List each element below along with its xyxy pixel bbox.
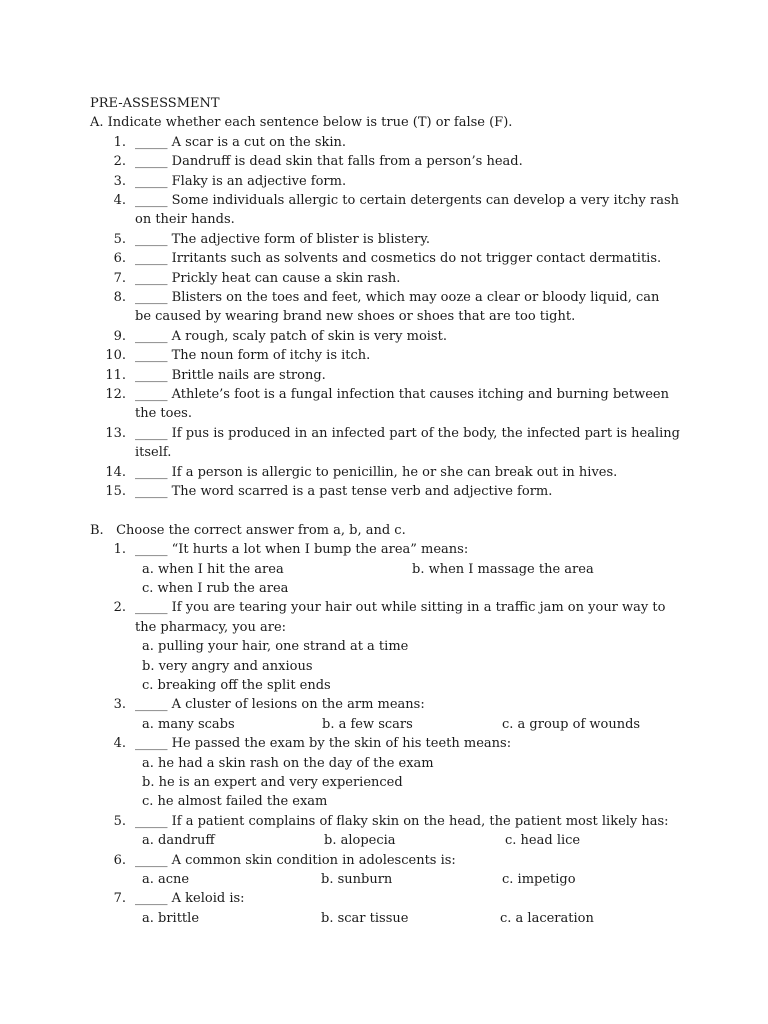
section-b-instruction-text: Choose the correct answer from a, b, and c.	[116, 522, 406, 538]
item-number: 11.	[105, 367, 126, 383]
option-b: b. scar tissue	[321, 910, 409, 926]
item-text: Dandruff is dead skin that falls from a person’s head.	[171, 154, 523, 170]
item-number: 6.	[113, 251, 126, 267]
answer-blank[interactable]: _____	[135, 270, 168, 286]
item-number: 10.	[105, 348, 126, 364]
question-text: “It hurts a lot when I bump the area” means:	[171, 542, 469, 558]
item-number: 13.	[105, 425, 126, 441]
section-a-list	[90, 133, 690, 502]
answer-blank[interactable]: _____	[135, 193, 168, 209]
answer-options	[90, 831, 690, 850]
section-b-letter: B.	[90, 522, 104, 538]
option-a: a. acne	[142, 872, 190, 888]
question-number: 7.	[113, 891, 126, 907]
option-a: a. brittle	[142, 910, 200, 926]
item-text: The noun form of itchy is itch.	[171, 348, 371, 364]
item-text: Prickly heat can cause a skin rash.	[171, 270, 401, 286]
answer-blank[interactable]: _____	[135, 464, 168, 480]
item-text-continued: itself.	[135, 445, 172, 461]
list-item	[90, 346, 690, 365]
question-text-continued: the pharmacy, you are:	[135, 619, 287, 635]
question-item	[90, 812, 690, 831]
item-number: 12.	[105, 387, 126, 403]
list-item	[90, 191, 690, 230]
item-text: The adjective form of blister is blistery.	[171, 231, 430, 247]
item-number: 8.	[113, 290, 126, 306]
question-item	[90, 889, 690, 908]
answer-options	[90, 560, 690, 579]
list-item	[90, 133, 690, 152]
option-c: c. head lice	[505, 833, 581, 849]
list-item	[90, 482, 690, 501]
answer-options	[90, 909, 690, 928]
item-text: If a person is allergic to penicillin, he or she can break out in hives.	[171, 464, 618, 480]
page-title: PRE-ASSESSMENT	[90, 96, 220, 111]
item-text: Some individuals allergic to certain detergents can develop a very itchy rash	[171, 193, 680, 209]
answer-options	[90, 637, 690, 695]
list-item	[90, 327, 690, 346]
item-number: 9.	[113, 328, 126, 344]
option-c: c. a group of wounds	[502, 716, 641, 732]
item-number: 2.	[113, 154, 126, 170]
option-b: b. he is an expert and very experienced	[142, 775, 403, 791]
list-item	[90, 366, 690, 385]
answer-options	[90, 715, 690, 734]
question-number: 1.	[113, 542, 126, 558]
answer-blank[interactable]: _____	[135, 891, 168, 907]
option-a: a. pulling your hair, one strand at a time	[142, 639, 409, 655]
answer-blank[interactable]: _____	[135, 251, 168, 267]
list-item	[90, 424, 690, 463]
list-item	[90, 152, 690, 171]
option-a: a. he had a skin rash on the day of the exam	[142, 755, 434, 771]
question-item	[90, 598, 690, 637]
question-number: 5.	[113, 813, 126, 829]
item-number: 15.	[105, 484, 126, 500]
list-item	[90, 230, 690, 249]
question-text: A keloid is:	[171, 891, 245, 907]
option-c: c. a laceration	[500, 910, 594, 926]
section-b-list	[90, 540, 690, 928]
item-text: The word scarred is a past tense verb and adjective form.	[171, 484, 553, 500]
item-number: 3.	[113, 173, 126, 189]
answer-blank[interactable]: _____	[135, 231, 168, 247]
question-item	[90, 540, 690, 559]
answer-blank[interactable]: _____	[135, 542, 168, 558]
answer-blank[interactable]: _____	[135, 367, 168, 383]
list-item	[90, 463, 690, 482]
list-item	[90, 385, 690, 424]
question-number: 4.	[113, 736, 126, 752]
question-number: 6.	[113, 852, 126, 868]
question-item	[90, 851, 690, 870]
option-a: a. many scabs	[142, 716, 235, 732]
document-page	[90, 94, 690, 928]
item-text: If pus is produced in an infected part of the body, the infected part is healing	[171, 425, 680, 441]
answer-blank[interactable]: _____	[135, 154, 168, 170]
item-number: 7.	[113, 270, 126, 286]
answer-blank[interactable]: _____	[135, 425, 168, 441]
item-text: Athlete’s foot is a fungal infection that causes itching and burning between	[171, 387, 669, 403]
question-text: He passed the exam by the skin of his teeth means:	[171, 736, 512, 752]
question-text: A common skin condition in adolescents is:	[171, 852, 456, 868]
question-text: If you are tearing your hair out while sitting in a traffic jam on your way to	[171, 600, 666, 616]
question-text: If a patient complains of flaky skin on the head, the patient most likely has:	[171, 813, 669, 829]
option-b: b. very angry and anxious	[142, 658, 313, 674]
answer-blank[interactable]: _____	[135, 134, 168, 150]
item-text-continued: on their hands.	[135, 212, 235, 228]
option-c: c. breaking off the split ends	[142, 678, 331, 694]
item-number: 1.	[113, 134, 126, 150]
answer-blank[interactable]: _____	[135, 484, 168, 500]
question-text: A cluster of lesions on the arm means:	[171, 697, 425, 713]
answer-blank[interactable]: _____	[135, 600, 168, 616]
answer-blank[interactable]: _____	[135, 697, 168, 713]
item-text-continued: the toes.	[135, 406, 192, 422]
item-text: Irritants such as solvents and cosmetics do not trigger contact dermatitis.	[171, 251, 662, 267]
question-item	[90, 734, 690, 753]
answer-options	[90, 870, 690, 889]
item-text-continued: be caused by wearing brand new shoes or shoes that are too tight.	[135, 309, 576, 325]
list-item	[90, 172, 690, 191]
item-text: Brittle nails are strong.	[171, 367, 326, 383]
answer-blank[interactable]: _____	[135, 328, 168, 344]
option-c: c. impetigo	[502, 872, 576, 888]
item-text: A rough, scaly patch of skin is very moist.	[171, 328, 447, 344]
answer-blank[interactable]: _____	[135, 852, 168, 868]
list-item	[90, 269, 690, 288]
item-number: 14.	[105, 464, 126, 480]
answer-options	[90, 754, 690, 812]
question-number: 2.	[113, 600, 126, 616]
option-b: b. sunburn	[321, 872, 393, 888]
answer-blank[interactable]: _____	[135, 736, 168, 752]
item-text: A scar is a cut on the skin.	[171, 134, 347, 150]
option-b: b. when I massage the area	[412, 561, 594, 577]
item-text: Flaky is an adjective form.	[171, 173, 347, 189]
item-text: Blisters on the toes and feet, which may ooze a clear or bloody liquid, can	[171, 290, 660, 306]
list-item	[90, 249, 690, 268]
option-c: c. he almost failed the exam	[142, 794, 328, 810]
answer-blank[interactable]: _____	[135, 813, 168, 829]
section-a-instruction: A. Indicate whether each sentence below is true (T) or false (F).	[90, 115, 513, 131]
item-number: 4.	[113, 193, 126, 209]
option-c: c. when I rub the area	[142, 581, 289, 597]
option-a: a. dandruff	[142, 833, 215, 849]
option-b: b. alopecia	[324, 833, 396, 849]
answer-blank[interactable]: _____	[135, 173, 168, 189]
question-item	[90, 695, 690, 714]
section-gap	[90, 502, 690, 521]
option-a: a. when I hit the area	[142, 561, 284, 577]
option-b: b. a few scars	[322, 716, 413, 732]
answer-blank[interactable]: _____	[135, 387, 168, 403]
answer-blank[interactable]: _____	[135, 290, 168, 306]
item-number: 5.	[113, 231, 126, 247]
question-number: 3.	[113, 697, 126, 713]
list-item	[90, 288, 690, 327]
section-b-instruction	[90, 521, 690, 540]
answer-blank[interactable]: _____	[135, 348, 168, 364]
answer-options	[90, 579, 690, 598]
